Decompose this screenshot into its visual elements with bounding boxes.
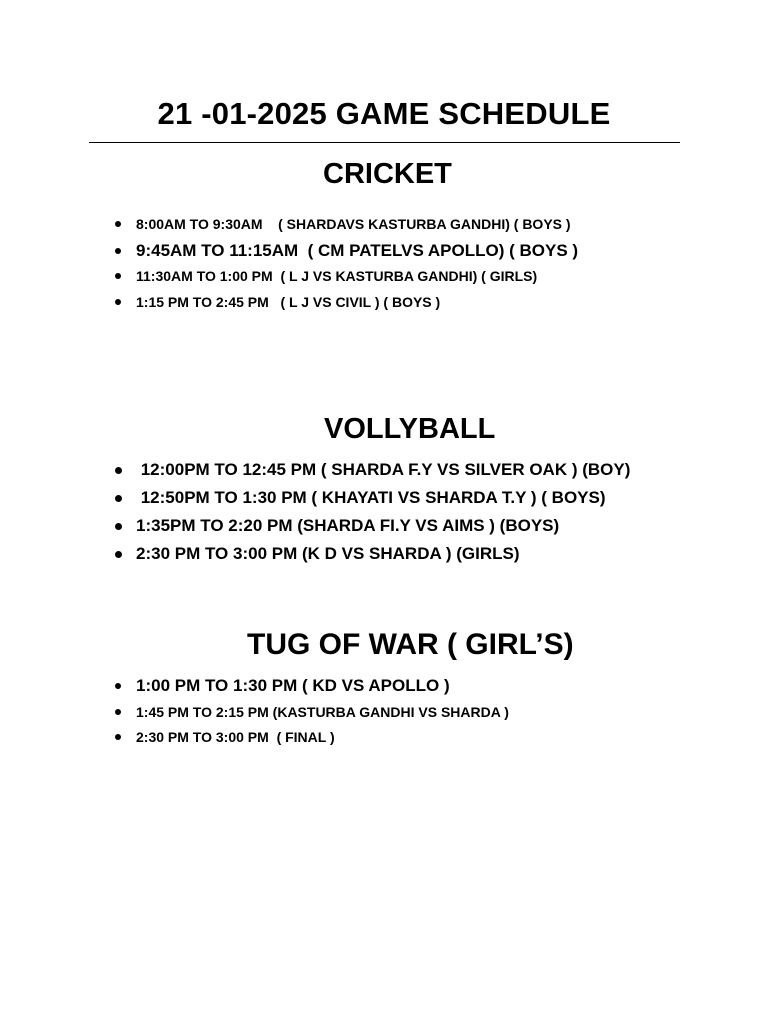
list-item-text: 12:00PM TO 12:45 PM ( SHARDA F.Y VS SILVER OAK ) (BOY)	[136, 460, 631, 479]
bullet-icon	[115, 734, 121, 740]
list-item	[136, 541, 630, 569]
list-item-text: 1:35PM TO 2:20 PM (SHARDA FI.Y VS AIMS ) (BOYS)	[136, 516, 560, 535]
list-item-text: 2:30 PM TO 3:00 PM ( FINAL )	[136, 729, 335, 745]
bullet-icon	[115, 248, 121, 254]
list-item-text: 12:50PM TO 1:30 PM ( KHAYATI VS SHARDA T.Y ) ( BOYS)	[136, 488, 606, 507]
list-item	[136, 485, 630, 513]
list-item-text: 8:00AM TO 9:30AM ( SHARDAVS KASTURBA GANDHI) ( BOYS )	[136, 216, 571, 232]
bullet-icon	[115, 551, 122, 558]
list-item-text: 2:30 PM TO 3:00 PM (K D VS SHARDA ) (GIRLS)	[136, 544, 520, 563]
list-item-text: 9:45AM TO 11:15AM ( CM PATELVS APOLLO) ( BOYS )	[136, 241, 579, 260]
cricket-schedule-list	[136, 212, 578, 316]
bullet-icon	[115, 683, 121, 689]
volleyball-heading: VOLLYBALL	[324, 413, 496, 445]
bullet-icon	[115, 273, 121, 279]
list-item	[136, 700, 509, 725]
bullet-icon	[115, 495, 122, 502]
cricket-heading: CRICKET	[323, 158, 452, 190]
list-item	[136, 290, 578, 316]
list-item-text: 1:00 PM TO 1:30 PM ( KD VS APOLLO )	[136, 676, 450, 695]
list-item-text: 1:15 PM TO 2:45 PM ( L J VS CIVIL ) ( BOYS )	[136, 294, 441, 310]
bullet-icon	[115, 523, 122, 530]
list-item	[136, 238, 578, 264]
tug-of-war-schedule-list	[136, 673, 509, 750]
list-item	[136, 513, 630, 541]
list-item-text: 1:45 PM TO 2:15 PM (KASTURBA GANDHI VS SHARDA )	[136, 704, 509, 720]
tug-of-war-heading: TUG OF WAR ( GIRL’S)	[247, 628, 574, 661]
list-item	[136, 264, 578, 290]
bullet-icon	[115, 467, 122, 474]
list-item	[136, 725, 509, 750]
volleyball-schedule-list	[136, 457, 630, 569]
list-item	[136, 457, 630, 485]
page-title: 21 -01-2025 GAME SCHEDULE	[157, 96, 611, 131]
bullet-icon	[115, 709, 121, 715]
list-item	[136, 212, 578, 238]
list-item	[136, 673, 509, 700]
title-divider	[89, 142, 680, 143]
list-item-text: 11:30AM TO 1:00 PM ( L J VS KASTURBA GANDHI) ( GIRLS)	[136, 268, 538, 284]
bullet-icon	[115, 299, 121, 305]
bullet-icon	[115, 221, 121, 227]
